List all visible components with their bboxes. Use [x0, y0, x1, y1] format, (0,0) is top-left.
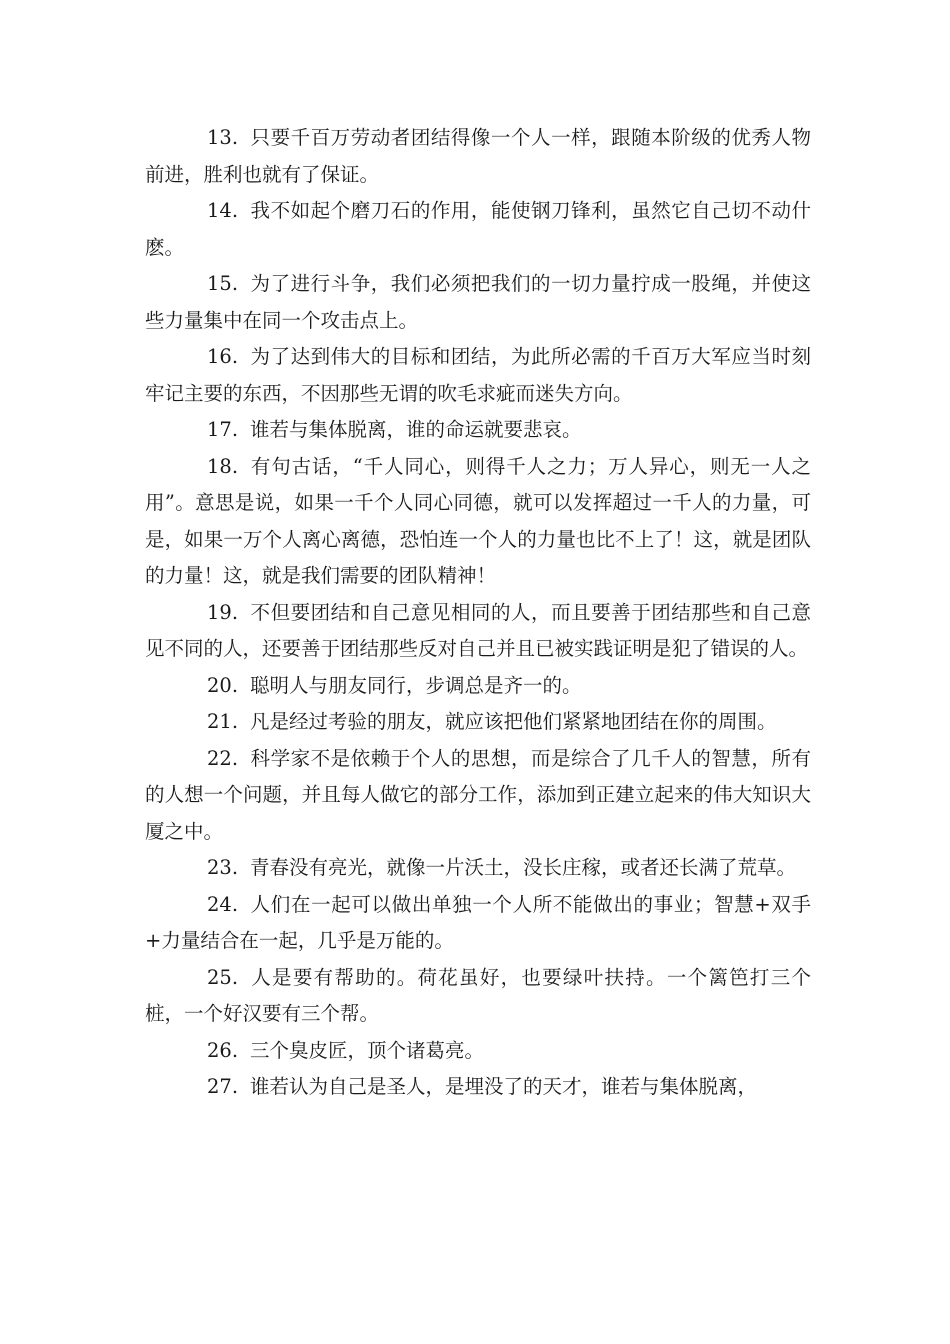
paragraph-number: 23. [207, 856, 239, 879]
quote-paragraph-25 [145, 960, 811, 1033]
paragraph-text: 只要千百万劳动者团结得像一个人一样，跟随本阶级的优秀人物前进，胜利也就有了保证。 [145, 126, 811, 186]
paragraph-text: 青春没有亮光，就像一片沃土，没长庄稼，或者还长满了荒草。 [250, 856, 797, 879]
paragraph-text: 为了达到伟大的目标和团结，为此所必需的千百万大军应当时刻牢记主要的东西，不因那些无谓的吹毛求疵而迷失方向。 [145, 345, 811, 405]
paragraph-number: 27. [207, 1075, 239, 1098]
quote-paragraph-15 [145, 266, 811, 339]
quote-paragraph-20 [145, 668, 811, 705]
quote-paragraph-14 [145, 193, 811, 266]
paragraph-number: 20. [207, 673, 239, 697]
paragraph-text: 有句古话，“千人同心，则得千人之力；万人异心，则无一人之用”。意思是说，如果一千个人同心同德，就可以发挥超过一千人的力量，可是，如果一万个人离心离德，恐怕连一个人的力量也比不上了！这，就是团队的力量！这，就是我们需要的团队精神！ [145, 454, 811, 587]
paragraph-text: 我不如起个磨刀石的作用，能使钢刀锋利，虽然它自己切不动什麽。 [145, 199, 811, 259]
quote-paragraph-24 [145, 887, 811, 960]
paragraph-text: 三个臭皮匠，顶个诸葛亮。 [250, 1038, 485, 1062]
paragraph-text: 为了进行斗争，我们必须把我们的一切力量拧成一股绳，并使这些力量集中在同一个攻击点上。 [145, 272, 811, 332]
paragraph-number: 21. [207, 710, 239, 733]
paragraph-number: 14. [207, 199, 239, 222]
paragraph-number: 22. [207, 746, 239, 770]
quote-paragraph-23 [145, 850, 811, 887]
paragraph-text: 聪明人与朋友同行，步调总是齐一的。 [250, 673, 582, 697]
quote-paragraph-17 [145, 412, 811, 449]
paragraph-number: 13. [207, 126, 239, 149]
paragraph-number: 24. [207, 892, 239, 916]
quote-paragraph-21 [145, 704, 811, 741]
quote-paragraph-13 [145, 120, 811, 193]
paragraph-number: 18. [207, 454, 239, 478]
paragraph-number: 26. [207, 1038, 239, 1062]
quote-paragraph-16 [145, 339, 811, 412]
document-body [145, 120, 811, 1106]
paragraph-text: 不但要团结和自己意见相同的人，而且要善于团结那些和自己意见不同的人，还要善于团结那些反对自己并且已被实践证明是犯了错误的人。 [145, 600, 811, 660]
paragraph-number: 16. [207, 345, 239, 368]
quote-paragraph-18 [145, 449, 811, 595]
paragraph-number: 25. [207, 965, 239, 989]
paragraph-number: 19. [207, 600, 239, 624]
quote-paragraph-27 [145, 1069, 811, 1106]
paragraph-text: 谁若与集体脱离，谁的命运就要悲哀。 [250, 418, 582, 441]
paragraph-text: 科学家不是依赖于个人的思想，而是综合了几千人的智慧，所有的人想一个问题，并且每人做它的部分工作，添加到正建立起来的伟大知识大厦之中。 [145, 746, 811, 843]
paragraph-text: 人是要有帮助的。荷花虽好，也要绿叶扶持。一个篱笆打三个桩，一个好汉要有三个帮。 [145, 965, 811, 1025]
paragraph-number: 17. [207, 418, 239, 441]
quote-paragraph-26 [145, 1033, 811, 1070]
paragraph-text: 人们在一起可以做出单独一个人所不能做出的事业；智慧+双手+力量结合在一起，几乎是万能的。 [145, 892, 811, 952]
paragraph-text: 谁若认为自己是圣人，是埋没了的天才，谁若与集体脱离， [250, 1075, 758, 1098]
quote-paragraph-22 [145, 741, 811, 851]
paragraph-text: 凡是经过考验的朋友，就应该把他们紧紧地团结在你的周围。 [250, 710, 777, 733]
quote-paragraph-19 [145, 595, 811, 668]
paragraph-number: 15. [207, 272, 239, 295]
